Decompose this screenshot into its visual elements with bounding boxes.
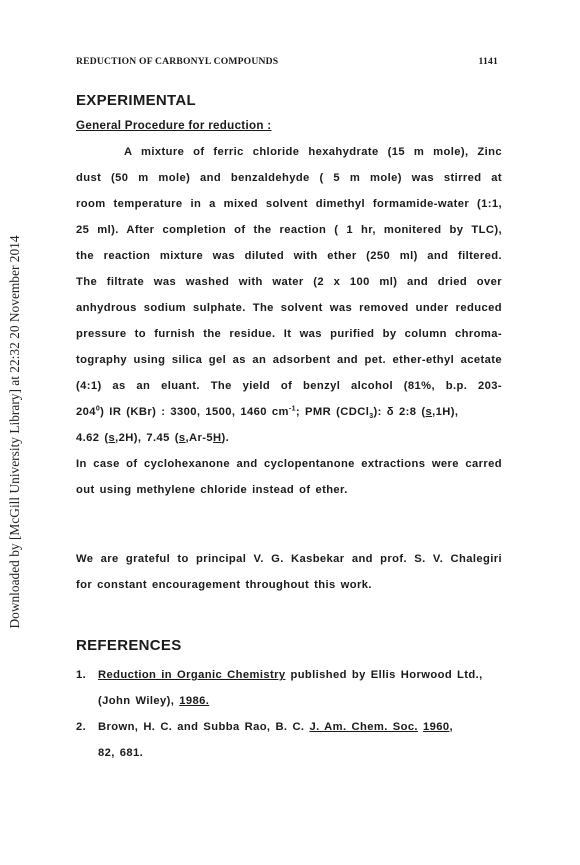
reference-item <box>76 714 502 766</box>
underlined-text: s <box>178 432 186 444</box>
text-run: 204 <box>76 406 96 418</box>
text-run: , <box>449 721 453 733</box>
acknowledgement-line: for constant encouragement throughout this work. <box>76 579 372 591</box>
paragraph-line: pressure to furnish the residue. It was purified by column chroma- <box>76 328 502 340</box>
reference-list <box>76 662 502 766</box>
text-run: ): δ 2:8 ( <box>373 406 426 418</box>
page-number: 1141 <box>478 56 498 67</box>
spectral-data-line <box>76 425 502 451</box>
underlined-text: s <box>425 406 433 418</box>
download-notice: Downloaded by [McGill University Library] at 22:32 20 November 2014 <box>7 235 22 629</box>
text-run: ). <box>221 432 230 444</box>
paragraph-line: dust (50 m mole) and benzaldehyde ( 5 m mole) was stirred at <box>76 172 502 184</box>
paragraph-line: out using methylene chloride instead of ether. <box>76 484 348 496</box>
experimental-paragraph <box>76 139 502 503</box>
text-run: ,1H), <box>432 406 459 418</box>
acknowledgement-line: We are grateful to principal V. G. Kasbekar and prof. S. V. Chalegiri <box>76 553 502 565</box>
paragraph-line: tography using silica gel as an adsorbent and pet. ether-ethyl acetate <box>76 354 502 366</box>
reference-year: 1986. <box>179 695 210 707</box>
paragraph-line: the reaction mixture was diluted with ether (250 ml) and filtered. <box>76 250 502 262</box>
underlined-text: H <box>213 432 222 444</box>
acknowledgement <box>76 546 502 598</box>
paragraph-line: The filtrate was washed with water (2 x 100 ml) and dried over <box>76 276 502 288</box>
download-watermark <box>0 0 30 865</box>
paragraph-line: In case of cyclohexanone and cyclopentanone extractions were carred <box>76 458 502 470</box>
text-run: ; PMR (CDCl <box>295 406 370 418</box>
references-heading: REFERENCES <box>76 637 182 654</box>
reference-number: 1. <box>76 669 87 681</box>
running-header <box>76 56 498 67</box>
reference-text: Brown, H. C. and Subba Rao, B. C. <box>98 721 310 733</box>
subscript: 3 <box>369 413 374 421</box>
paragraph-line: (4:1) as an eluant. The yield of benzyl alcohol (81%, b.p. 203- <box>76 380 502 392</box>
text-run: ) IR (KBr) : 3300, 1500, 1460 cm <box>100 406 289 418</box>
text-run: ,Ar-5 <box>185 432 214 444</box>
text-run: ,2H), 7.45 ( <box>115 432 179 444</box>
reference-year: 1960 <box>422 721 450 733</box>
reference-book-title: Reduction in Organic Chemistry <box>98 669 286 681</box>
degree-superscript: 0 <box>95 405 101 413</box>
paragraph-line: anhydrous sodium sulphate. The solvent was removed under reduced <box>76 302 502 314</box>
reference-item <box>76 662 502 714</box>
reference-text: published by Ellis Horwood Ltd., <box>285 669 483 681</box>
paragraph-line: 25 ml). After completion of the reaction ( 1 hr, monitered by TLC), <box>76 224 502 236</box>
procedure-subheading: General Procedure for reduction : <box>76 119 272 132</box>
unit-superscript: -1 <box>288 405 296 413</box>
paragraph-line: A mixture of ferric chloride hexahydrate (15 m mole), Zinc <box>124 146 502 158</box>
spectral-data-line <box>76 399 502 425</box>
text-run: 4.62 ( <box>76 432 109 444</box>
experimental-heading: EXPERIMENTAL <box>76 92 196 109</box>
reference-number: 2. <box>76 721 87 733</box>
paragraph-line: room temperature in a mixed solvent dimethyl formamide-water (1:1, <box>76 198 502 210</box>
reference-journal: J. Am. Chem. Soc. <box>309 721 418 733</box>
running-title: REDUCTION OF CARBONYL COMPOUNDS <box>76 56 279 67</box>
reference-text: 82, 681. <box>98 747 144 759</box>
reference-text: (John Wiley), <box>98 695 180 707</box>
underlined-text: s <box>108 432 116 444</box>
